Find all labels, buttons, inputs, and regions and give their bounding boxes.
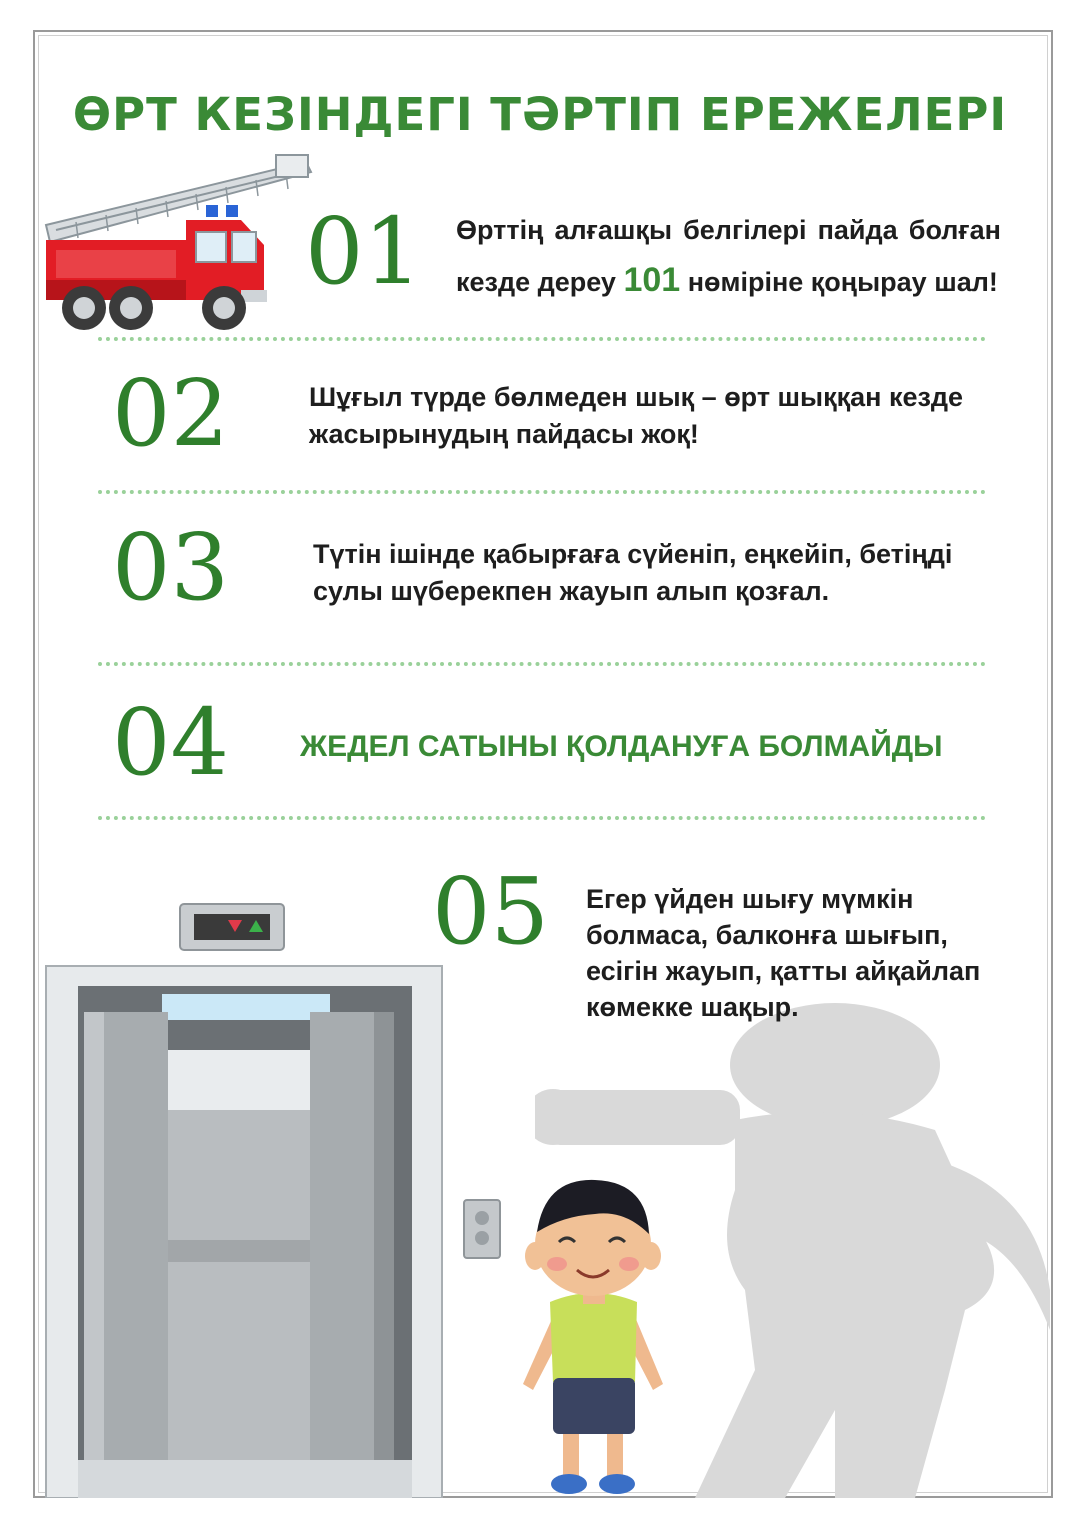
separator-3: [98, 662, 986, 666]
rule-1-text: [456, 205, 1001, 307]
rule-2-number: 02: [112, 360, 230, 467]
elevator-illustration: [44, 900, 514, 1498]
poster-title: ӨРТ КЕЗІНДЕГІ ТӘРТІП ЕРЕЖЕЛЕРІ: [72, 88, 1008, 141]
rule-4-text: ЖЕДЕЛ САТЫНЫ ҚОЛДАНУҒА БОЛМАЙДЫ: [300, 730, 943, 763]
rule-4-number: 04: [112, 689, 230, 796]
rule-1-text-before: Өрттің алғашқы белгілері пайда болған кезде дереу: [456, 215, 1001, 297]
rule-3-text: Түтін ішінде қабырғаға сүйеніп, еңкейіп, бетіңді сулы шүберекпен жауып алып қозғал.: [313, 539, 953, 606]
boy-illustration: [515, 1172, 670, 1498]
separator-2: [98, 490, 986, 494]
separator-1: [98, 337, 986, 341]
emergency-number: 101: [623, 261, 681, 299]
rule-1-number: 01: [305, 198, 423, 305]
fire-truck-illustration: [36, 150, 326, 340]
rule-1-text-after: нөміріне қоңырау шал!: [687, 267, 998, 297]
rule-2-text: Шұғыл түрде бөлмеден шық – өрт шыққан кезде жасырынудың пайдасы жоқ!: [309, 382, 964, 449]
rule-5-text: Егер үйден шығу мүмкін болмаса, балконға шығып, есігін жауып, қатты айқайлап көмекке шақыр.: [586, 884, 981, 1022]
rule-5-number: 05: [432, 858, 550, 965]
separator-4: [98, 816, 986, 820]
rule-3-number: 03: [112, 514, 230, 621]
